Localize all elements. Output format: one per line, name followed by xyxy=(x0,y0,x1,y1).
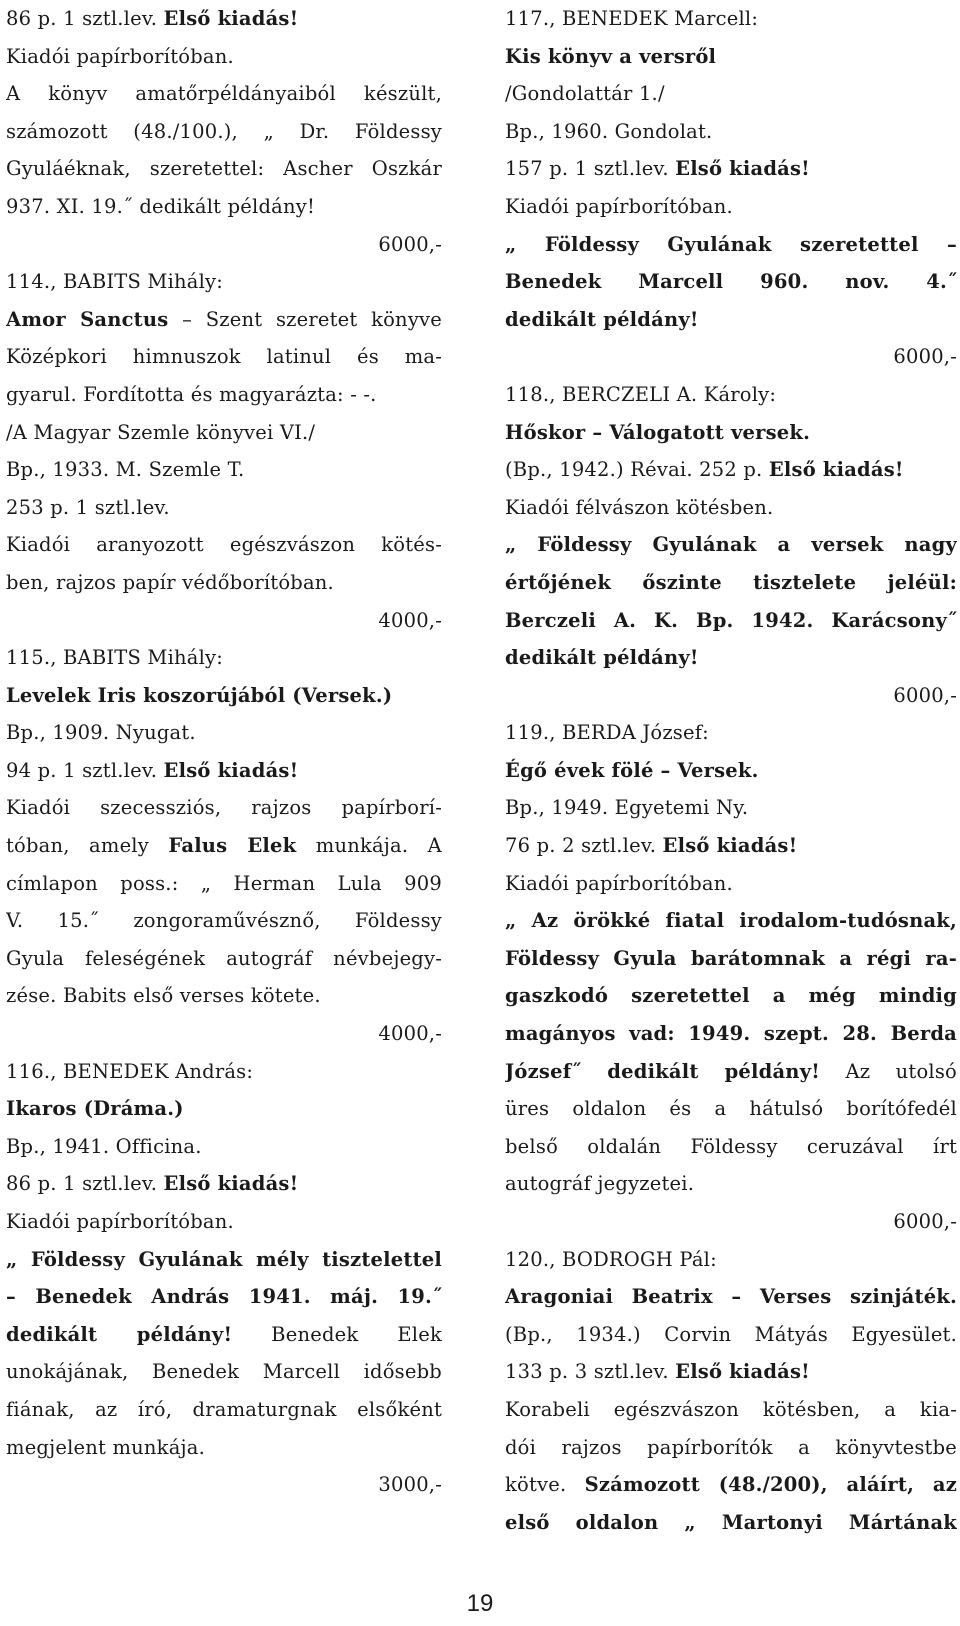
text-line xyxy=(6,977,442,1015)
text-line xyxy=(505,752,957,790)
text-line xyxy=(505,827,957,865)
text-line xyxy=(505,977,957,1015)
text-line xyxy=(6,0,442,38)
text: 118., BERCZELI A. Károly: xyxy=(505,382,777,406)
text: – Benedek András 1941. máj. 19.˝ xyxy=(6,1285,442,1309)
text: zése. Babits első verses kötete. xyxy=(6,984,321,1008)
text: /A Magyar Szemle könyvei VI./ xyxy=(6,420,316,444)
text: Gyula feleségének autográf névbejegy- xyxy=(6,946,442,970)
left-column xyxy=(6,0,442,1504)
text: kötve. xyxy=(505,1473,585,1497)
text-line xyxy=(505,865,957,903)
text-line xyxy=(505,902,957,940)
text-line xyxy=(6,1316,442,1354)
text: 6000,- xyxy=(378,232,442,256)
text-line xyxy=(505,1466,957,1504)
text-line xyxy=(6,1090,442,1128)
text: Kiadói papírborítóban. xyxy=(6,44,234,68)
text: Bp., 1909. Nyugat. xyxy=(6,721,196,745)
bold-text: Első kiadás! xyxy=(662,834,798,858)
text-line xyxy=(505,376,957,414)
text: Benedek Elek xyxy=(232,1322,442,1346)
text-line xyxy=(6,489,442,527)
text: Kiadói papírborítóban. xyxy=(6,1210,234,1233)
text: Bp., 1960. Gondolat. xyxy=(505,119,713,143)
bold-text: Amor Sanctus xyxy=(6,307,169,331)
text: Levelek Iris koszorújából (Versek.) xyxy=(6,683,393,707)
text: unokájának, Benedek Marcell idősebb xyxy=(6,1360,442,1384)
price xyxy=(505,677,957,715)
text-line xyxy=(6,1053,442,1091)
text: 937. XI. 19.˝ dedikált példány! xyxy=(6,194,315,218)
text-line xyxy=(505,1353,957,1391)
text: 6000,- xyxy=(893,1210,957,1233)
text: 4000,- xyxy=(378,608,442,632)
text-line xyxy=(6,113,442,151)
text: „ Földessy Gyulának a versek nagy xyxy=(505,533,957,557)
text-line xyxy=(505,414,957,452)
text: címlapon poss.: „ Herman Lula 909 xyxy=(6,871,442,895)
text-line xyxy=(505,263,957,301)
price xyxy=(6,1466,442,1504)
text: 114., BABITS Mihály: xyxy=(6,270,224,294)
text: értőjének őszinte tisztelete jeléül: xyxy=(505,570,957,594)
bold-text: Első kiadás! xyxy=(163,1172,299,1196)
price xyxy=(505,338,957,376)
text-line xyxy=(505,1278,957,1316)
text-line xyxy=(505,639,957,677)
text-line xyxy=(6,1429,442,1467)
text: 76 p. 2 sztl.lev. xyxy=(505,834,663,858)
text: gyarul. Fordította és magyarázta: - -. xyxy=(6,382,377,406)
text: Aragoniai Beatrix – Verses szinjáték. xyxy=(505,1285,957,1309)
text-line xyxy=(505,38,957,76)
text-line xyxy=(6,301,442,339)
text: 94 p. 1 sztl.lev. xyxy=(6,758,164,782)
text: Benedek Marcell 960. nov. 4.˝ xyxy=(505,270,957,294)
text-line xyxy=(6,376,442,414)
text-line xyxy=(6,414,442,452)
text: 86 p. 1 sztl.lev. xyxy=(6,7,164,30)
text: (Bp., 1934.) Corvin Mátyás Egyesület. xyxy=(505,1322,957,1346)
text-line xyxy=(6,752,442,790)
text-line xyxy=(505,1429,957,1467)
bold-text: Első kiadás! xyxy=(163,7,299,30)
bold-text: Falus Elek xyxy=(168,834,297,858)
text-line xyxy=(6,451,442,489)
text: Az utolsó xyxy=(819,1059,957,1083)
text-line xyxy=(505,451,957,489)
price xyxy=(6,1015,442,1053)
text-line xyxy=(6,188,442,226)
text-line xyxy=(505,526,957,564)
text-line xyxy=(6,1128,442,1166)
text-line xyxy=(505,602,957,640)
text-line xyxy=(6,75,442,113)
text-line xyxy=(505,188,957,226)
text: fiának, az író, dramaturgnak elsőként xyxy=(6,1397,442,1421)
page-number: 19 xyxy=(466,1590,494,1617)
text-line xyxy=(505,564,957,602)
text-line xyxy=(6,902,442,940)
price xyxy=(6,602,442,640)
text: autográf jegyzetei. xyxy=(505,1172,695,1196)
text: gaszkodó szeretettel a még mindig xyxy=(505,984,957,1008)
right-column xyxy=(505,0,957,1541)
bold-text: Számozott (48./200), aláírt, az xyxy=(584,1473,957,1497)
bold-text: József˝ dedikált példány! xyxy=(505,1059,820,1083)
text: Korabeli egészvászon kötésben, a kia- xyxy=(505,1397,957,1421)
text-line xyxy=(505,301,957,339)
text: 6000,- xyxy=(893,345,957,369)
text-line xyxy=(6,1353,442,1391)
text: 119., BERDA József: xyxy=(505,721,709,745)
bold-text: Első kiadás! xyxy=(768,458,904,482)
text-line xyxy=(6,714,442,752)
text: magányos vad: 1949. szept. 28. Berda xyxy=(505,1022,957,1046)
text: üres oldalon és a hátulsó borítófedél xyxy=(505,1097,957,1121)
text: Ikaros (Dráma.) xyxy=(6,1097,184,1121)
text: 120., BODROGH Pál: xyxy=(505,1247,717,1271)
price xyxy=(6,226,442,264)
text-line xyxy=(505,1241,957,1279)
text: 133 p. 3 sztl.lev. xyxy=(505,1360,676,1384)
bold-text: dedikált példány! xyxy=(6,1322,233,1346)
text-line xyxy=(6,1391,442,1429)
text-line xyxy=(6,677,442,715)
text-line xyxy=(505,1391,957,1429)
text-line xyxy=(6,1278,442,1316)
text-line xyxy=(505,1128,957,1166)
text-line xyxy=(6,263,442,301)
text: V. 15.˝ zongoraművésznő, Földessy xyxy=(6,909,442,933)
text-line xyxy=(505,1165,957,1203)
text: Bp., 1941. Officina. xyxy=(6,1134,202,1158)
text-line xyxy=(505,75,957,113)
text-line xyxy=(505,0,957,38)
text: Égő évek fölé – Versek. xyxy=(505,758,759,782)
text-line xyxy=(6,789,442,827)
text: ben, rajzos papír védőborítóban. xyxy=(6,570,334,594)
text-line xyxy=(505,150,957,188)
text-line xyxy=(505,1053,957,1091)
text: 115., BABITS Mihály: xyxy=(6,646,224,670)
text: belső oldalán Földessy ceruzával írt xyxy=(505,1134,957,1158)
text: Kis könyv a versről xyxy=(505,44,717,68)
text-line xyxy=(505,1504,957,1542)
text: 157 p. 1 sztl.lev. xyxy=(505,157,676,181)
text: dedikált példány! xyxy=(505,307,699,331)
text: A könyv amatőrpéldányaiból készült, xyxy=(6,82,442,106)
text: – Szent szeretet könyve xyxy=(168,307,442,331)
text: (Bp., 1942.) Révai. 252 p. xyxy=(505,458,769,482)
text: 6000,- xyxy=(893,683,957,707)
text: Berczeli A. K. Bp. 1942. Karácsony˝ xyxy=(505,608,957,632)
text-line xyxy=(6,827,442,865)
text-line xyxy=(6,564,442,602)
price xyxy=(505,1203,957,1241)
text: dedikált példány! xyxy=(505,646,699,670)
text-line xyxy=(505,714,957,752)
text: Kiadói papírborítóban. xyxy=(505,194,733,218)
text-line xyxy=(505,940,957,978)
text-line xyxy=(505,1015,957,1053)
text: dói rajzos papírborítók a könyvtestbe xyxy=(505,1435,957,1459)
text: 116., BENEDEK András: xyxy=(6,1059,254,1083)
text-line xyxy=(6,526,442,564)
text-line xyxy=(6,338,442,376)
text: Bp., 1933. M. Szemle T. xyxy=(6,458,245,482)
text: /Gondolattár 1./ xyxy=(505,82,665,106)
text: megjelent munkája. xyxy=(6,1435,205,1459)
text: Kiadói papírborítóban. xyxy=(505,871,733,895)
text: tóban, amely xyxy=(6,834,169,858)
bold-text: Első kiadás! xyxy=(163,758,299,782)
text-line xyxy=(6,1203,442,1241)
text-line xyxy=(6,150,442,188)
text: számozott (48./100.), „ Dr. Földessy xyxy=(6,119,442,143)
text-line xyxy=(505,789,957,827)
text: „ Az örökké fiatal irodalom-tudósnak, xyxy=(505,909,957,933)
text: Középkori himnuszok latinul és ma- xyxy=(6,345,442,369)
text-line xyxy=(505,226,957,264)
text: Gyuláéknak, szeretettel: Ascher Oszkár xyxy=(6,157,442,181)
text: Kiadói szecessziós, rajzos papírborí- xyxy=(6,796,442,820)
text: Hőskor – Válogatott versek. xyxy=(505,420,811,444)
text: 253 p. 1 sztl.lev. xyxy=(6,495,170,519)
text: munkája. A xyxy=(296,834,442,858)
text: Földessy Gyula barátomnak a régi ra- xyxy=(505,946,957,970)
text: 86 p. 1 sztl.lev. xyxy=(6,1172,164,1196)
text-line xyxy=(505,113,957,151)
text-line xyxy=(505,1090,957,1128)
text-line xyxy=(6,1241,442,1279)
text-line xyxy=(6,1165,442,1203)
text: 3000,- xyxy=(378,1473,442,1497)
text: Bp., 1949. Egyetemi Ny. xyxy=(505,796,749,820)
text-line xyxy=(505,489,957,527)
text-line xyxy=(505,1316,957,1354)
bold-text: Első kiadás! xyxy=(675,1360,810,1384)
text: „ Földessy Gyulának szeretettel – xyxy=(505,232,957,256)
text-line xyxy=(6,639,442,677)
text: első oldalon „ Martonyi Mártának xyxy=(505,1510,957,1534)
text: 117., BENEDEK Marcell: xyxy=(505,7,759,30)
bold-text: Első kiadás! xyxy=(675,157,810,181)
text: 4000,- xyxy=(378,1022,442,1046)
text: „ Földessy Gyulának mély tisztelettel xyxy=(6,1247,442,1271)
text-line xyxy=(6,38,442,76)
text: Kiadói félvászon kötésben. xyxy=(505,495,774,519)
text-line xyxy=(6,865,442,903)
text-line xyxy=(6,940,442,978)
text: Kiadói aranyozott egészvászon kötés- xyxy=(6,533,442,557)
